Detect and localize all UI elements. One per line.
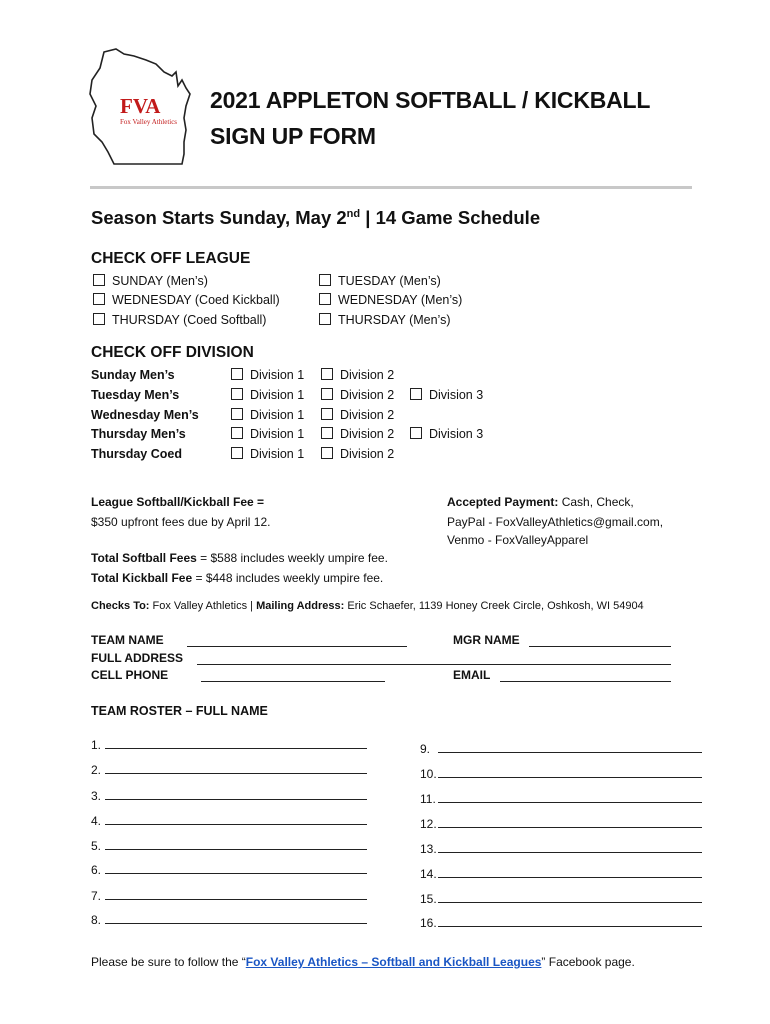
kickball-fee-label: Total Kickball Fee <box>91 571 193 585</box>
division-label: Division 3 <box>429 427 484 441</box>
roster-number: 13. <box>420 842 437 856</box>
logo-name: Fox Valley Athletics <box>120 118 178 126</box>
roster-line[interactable] <box>91 761 367 777</box>
roster-number: 8. <box>91 913 102 927</box>
checkbox[interactable] <box>93 293 105 305</box>
checkbox[interactable] <box>410 427 422 439</box>
league-label: WEDNESDAY (Coed Kickball) <box>112 293 280 307</box>
facebook-link[interactable]: Fox Valley Athletics – Softball and Kickball Leagues <box>245 955 542 969</box>
division-option[interactable] <box>231 427 304 441</box>
league-heading: CHECK OFF LEAGUE <box>91 250 251 267</box>
division-option[interactable] <box>231 388 304 402</box>
roster-field[interactable] <box>438 865 702 878</box>
division-label: Division 2 <box>340 427 395 441</box>
roster-line[interactable] <box>91 861 367 877</box>
footer-note <box>91 955 635 969</box>
checkbox[interactable] <box>319 293 331 305</box>
softball-fee-text: = $588 includes weekly umpire fee. <box>196 551 388 565</box>
email-label: EMAIL <box>453 668 491 682</box>
league-option[interactable] <box>319 293 462 307</box>
payment-venmo: Venmo - FoxValleyApparel <box>447 533 589 547</box>
cell-phone-label: CELL PHONE <box>91 668 169 682</box>
roster-line[interactable] <box>420 890 702 906</box>
division-label: Division 2 <box>340 447 395 461</box>
checkbox[interactable] <box>319 274 331 286</box>
checkbox[interactable] <box>93 274 105 286</box>
roster-number: 1. <box>91 738 102 752</box>
mgr-name-field[interactable] <box>529 634 671 647</box>
roster-field[interactable] <box>438 740 702 753</box>
checks-label: Checks To: <box>91 600 150 612</box>
roster-field[interactable] <box>438 790 702 803</box>
roster-line[interactable] <box>420 840 702 856</box>
footer-pre: Please be sure to follow the “ <box>91 955 246 969</box>
division-label: Division 1 <box>250 447 305 461</box>
roster-line[interactable] <box>420 740 702 756</box>
checkbox[interactable] <box>321 408 333 420</box>
roster-field[interactable] <box>105 812 367 825</box>
division-row-label: Tuesday Men’s <box>91 388 180 402</box>
division-label: Division 2 <box>340 388 395 402</box>
league-fee-label: League Softball/Kickball Fee = <box>91 495 265 509</box>
roster-line[interactable] <box>420 865 702 881</box>
checkbox[interactable] <box>231 388 243 400</box>
mgr-name-label: MGR NAME <box>453 633 520 647</box>
division-option[interactable] <box>321 368 394 382</box>
team-name-field[interactable] <box>187 634 407 647</box>
league-label: WEDNESDAY (Men’s) <box>338 293 463 307</box>
roster-field[interactable] <box>438 914 702 927</box>
roster-number: 15. <box>420 892 437 906</box>
division-option[interactable] <box>231 408 304 422</box>
checkbox[interactable] <box>410 388 422 400</box>
roster-line[interactable] <box>420 815 702 831</box>
league-label: SUNDAY (Men’s) <box>112 274 208 288</box>
division-label: Division 3 <box>429 388 484 402</box>
league-label: THURSDAY (Men’s) <box>338 313 451 327</box>
roster-field[interactable] <box>438 765 702 778</box>
roster-field[interactable] <box>105 787 367 800</box>
title-line-2: SIGN UP FORM <box>210 123 376 149</box>
upfront-fee: $350 upfront fees due by April 12. <box>91 515 271 529</box>
division-option[interactable] <box>321 388 394 402</box>
checkbox[interactable] <box>231 408 243 420</box>
full-address-label: FULL ADDRESS <box>91 651 184 665</box>
division-option[interactable] <box>321 408 394 422</box>
season-heading <box>91 207 540 229</box>
payment-label: Accepted Payment: <box>447 495 559 509</box>
roster-number: 9. <box>420 742 431 756</box>
checkbox[interactable] <box>321 427 333 439</box>
division-label: Division 2 <box>340 368 395 382</box>
full-address-field[interactable] <box>197 652 671 665</box>
footer-post: ” Facebook page. <box>541 955 635 969</box>
roster-field[interactable] <box>105 837 367 850</box>
checks-line <box>91 600 644 612</box>
roster-line[interactable] <box>420 914 702 930</box>
division-row-label: Wednesday Men’s <box>91 408 199 422</box>
payment-methods: Cash, Check, <box>558 495 634 509</box>
checkbox[interactable] <box>231 368 243 380</box>
division-row-label: Thursday Men’s <box>91 427 186 441</box>
checkbox[interactable] <box>93 313 105 325</box>
softball-fee <box>91 551 388 565</box>
division-label: Division 1 <box>250 368 305 382</box>
roster-number: 12. <box>420 817 437 831</box>
checkbox[interactable] <box>231 427 243 439</box>
roster-field[interactable] <box>105 887 367 900</box>
division-option[interactable] <box>231 447 304 461</box>
roster-number: 4. <box>91 814 102 828</box>
roster-number: 16. <box>420 916 437 930</box>
roster-number: 14. <box>420 867 437 881</box>
checkbox[interactable] <box>321 447 333 459</box>
roster-field[interactable] <box>105 911 367 924</box>
roster-number: 11. <box>420 792 436 806</box>
season-sup: nd <box>346 207 361 220</box>
season-rest: | 14 Game Schedule <box>360 207 541 228</box>
kickball-fee <box>91 571 383 585</box>
roster-number: 10. <box>420 767 437 781</box>
roster-line[interactable] <box>420 790 702 806</box>
roster-line[interactable] <box>91 812 367 828</box>
roster-number: 7. <box>91 889 102 903</box>
division-row-label: Thursday Coed <box>91 447 182 461</box>
roster-line[interactable] <box>420 765 702 781</box>
division-label: Division 1 <box>250 427 305 441</box>
league-option[interactable] <box>319 274 441 288</box>
roster-number: 3. <box>91 789 102 803</box>
division-heading: CHECK OFF DIVISION <box>91 344 254 361</box>
payment-line-1 <box>447 495 634 509</box>
league-option[interactable] <box>93 274 208 288</box>
checkbox[interactable] <box>321 388 333 400</box>
division-label: Division 1 <box>250 408 305 422</box>
roster-field[interactable] <box>438 890 702 903</box>
roster-number: 5. <box>91 839 102 853</box>
checks-payee: Fox Valley Athletics | <box>149 600 257 612</box>
roster-number: 6. <box>91 863 102 877</box>
fva-logo <box>86 46 208 178</box>
division-option[interactable] <box>410 388 483 402</box>
roster-line[interactable] <box>91 837 367 853</box>
email-field[interactable] <box>500 669 671 682</box>
checkbox[interactable] <box>321 368 333 380</box>
mailing-address: Eric Schaefer, 1139 Honey Creek Circle, Oshkosh, WI 54904 <box>344 600 644 612</box>
division-option[interactable] <box>321 447 394 461</box>
logo-abbr: FVA <box>120 94 161 118</box>
league-option[interactable] <box>93 313 266 327</box>
checkbox[interactable] <box>319 313 331 325</box>
page-title <box>210 82 650 154</box>
division-label: Division 2 <box>340 408 395 422</box>
softball-fee-label: Total Softball Fees <box>91 551 197 565</box>
division-option[interactable] <box>321 427 394 441</box>
league-label: TUESDAY (Men’s) <box>338 274 441 288</box>
roster-number: 2. <box>91 763 102 777</box>
cell-phone-field[interactable] <box>201 669 385 682</box>
league-label: THURSDAY (Coed Softball) <box>112 313 267 327</box>
kickball-fee-text: = $448 includes weekly umpire fee. <box>192 571 384 585</box>
division-option[interactable] <box>231 368 304 382</box>
league-option[interactable] <box>93 293 280 307</box>
roster-field[interactable] <box>438 840 702 853</box>
season-text: Season Starts Sunday, May 2 <box>91 207 347 228</box>
roster-line[interactable] <box>91 787 367 803</box>
roster-line[interactable] <box>91 736 367 752</box>
league-option[interactable] <box>319 313 451 327</box>
checkbox[interactable] <box>231 447 243 459</box>
roster-line[interactable] <box>91 887 367 903</box>
mailing-label: Mailing Address: <box>256 600 345 612</box>
roster-line[interactable] <box>91 911 367 927</box>
roster-field[interactable] <box>438 815 702 828</box>
division-label: Division 1 <box>250 388 305 402</box>
division-row-label: Sunday Men’s <box>91 368 175 382</box>
roster-heading: TEAM ROSTER – FULL NAME <box>91 704 268 718</box>
roster-field[interactable] <box>105 736 367 749</box>
team-name-label: TEAM NAME <box>91 633 164 647</box>
roster-field[interactable] <box>105 761 367 774</box>
divider <box>90 186 692 189</box>
roster-field[interactable] <box>105 861 367 874</box>
payment-paypal: PayPal - FoxValleyAthletics@gmail.com, <box>447 515 664 529</box>
title-line-1: 2021 APPLETON SOFTBALL / KICKBALL <box>210 87 651 113</box>
division-option[interactable] <box>410 427 483 441</box>
